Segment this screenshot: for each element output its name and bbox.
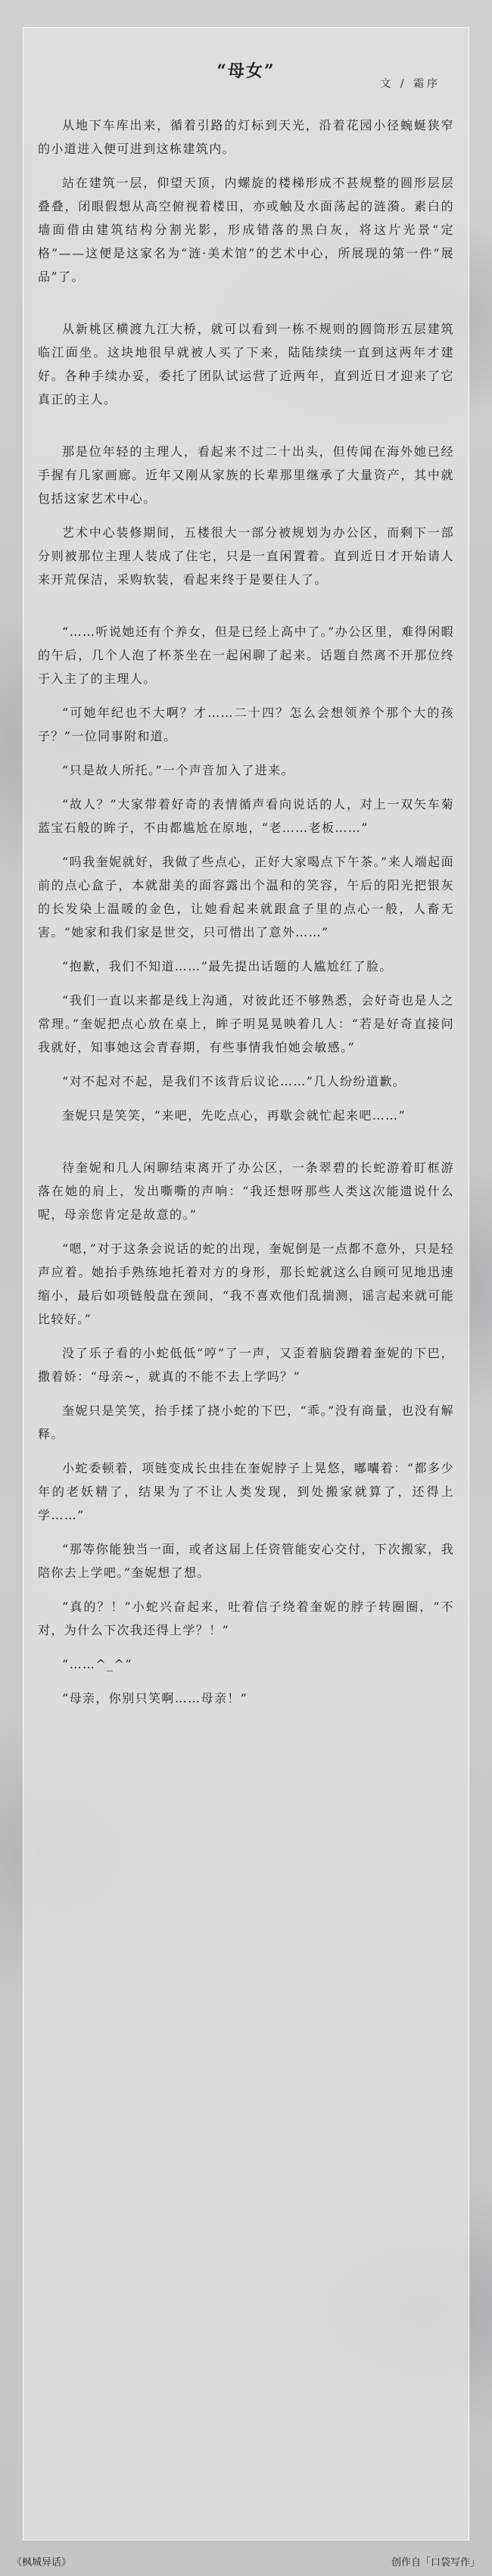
paragraph: 奎妮只是笑笑，“来吧，先吃点心，再歇会就忙起来吧……” [62, 1108, 406, 1123]
paragraph: “只是故人所托。”一个声音加入了进来。 [62, 763, 294, 777]
paragraph: 奎妮只是笑笑，抬手揉了挠小蛇的下巴，“乖。”没有商量，也没有解释。 [38, 1403, 454, 1441]
paragraph: “真的？！”小蛇兴奋起来，吐着信子绕着奎妮的脖子转圈圈，“不对，为什么下次我还得上学？！” [38, 1599, 454, 1637]
paragraph: “那等你能独当一面，或者这届上任资管能安心交付，下次搬家，我陪你去上学吧。”奎妮想了想。 [38, 1542, 454, 1580]
paragraph: 没了乐子看的小蛇低低“哼”了一声，又歪着脑袋蹭着奎妮的下巴，撒着娇：“母亲~，就真的不能不去上学吗？” [38, 1346, 454, 1384]
paragraph: “我们一直以来都是线上沟通，对彼此还不够熟悉，会好奇也是人之常理。”奎妮把点心放在桌上，眸子明晃晃映着几人：“若是好奇直接问我就好，知事她这会青春期，有些事情我怕她会敏感。” [38, 993, 454, 1054]
paragraph: 从地下车库出来，循着引路的灯标到天光，沿着花园小径蜿蜒狭窄的小道进入便可进到这栋建筑内。 [38, 118, 454, 156]
paragraph: 待奎妮和几人闲聊结束离开了办公区，一条翠碧的长蛇游着盯框游落在她的肩上，发出嘶嘶的声响：“我还想呀那些人类这次能遗说什么呢，母亲您肯定是故意的。” [38, 1160, 454, 1222]
paragraph: “……听说她还有个养女，但是已经上高中了。”办公区里，难得闲暇的午后，几个人泡了杯茶坐在一起闲聊了起来。话题自然离不开那位终于入主了的主理人。 [38, 625, 454, 686]
paragraph: 小蛇委顿着，项链变成长虫挂在奎妮脖子上晃悠，嘟囔着：“都多少年的老妖精了，结果为了不让人类发现，到处搬家就算了，还得上学……” [38, 1461, 454, 1522]
paragraph: “嗯，”对于这条会说话的蛇的出现，奎妮倒是一点都不意外，只是轻声应着。她抬手熟练地托着对方的身形，那长蛇就这么自顾可见地迅速缩小，最后如项链般盘在颈间，“我不喜欢他们乱揣测，谣言起来就可能比较好。” [38, 1241, 454, 1326]
article-body [38, 114, 454, 1721]
paragraph: “……^_^” [62, 1657, 132, 1671]
paragraph: “可她年纪也不大啊？才……二十四？怎么会想领养个那个大的孩子？”一位同事附和道。 [38, 706, 454, 743]
footer-series-name: 《枫城异话》 [12, 2557, 72, 2568]
paragraph: “母亲，你别只笑啊……母亲！” [62, 1691, 248, 1705]
article-title: “母女” [216, 61, 276, 81]
paragraph: 艺术中心装修期间，五楼很大一部分被规划为办公区，而剩下一部分则被那位主理人装成了住宅，只是一直闲置着。直到近日才开始请人来开荒保洁，采购软装，看起来终于是要住人了。 [38, 525, 454, 587]
footer-credit: 创作自「口袋写作」 [391, 2557, 480, 2568]
paragraph: “抱歉，我们不知道……”最先提出话题的人尴尬红了脸。 [62, 959, 393, 973]
paragraph: “吗我奎妮就好，我做了些点心，正好大家喝点下午茶。”来人端起面前的点心盒子，本就甜美的面容露出个温和的笑容，午后的阳光把银灰的长发染上温暖的金色，让她看起来就跟盒子里的点心一般，人畜无害。“她家和我们家是世交，只可惜出了意外……” [38, 855, 454, 939]
paragraph: 从新桃区横渡九江大桥，就可以看到一栋不规则的圆筒形五层建筑临江面坐。这块地很早就被人买了下来，陆陆续续一直到这两年才建好。各种手续办妥，委托了团队试运营了近两年，直到近日才迎来了它真正的主人。 [38, 322, 454, 406]
paragraph: 站在建筑一层，仰望天顶，内螺旋的楼梯形成不甚规整的圆形层层叠叠，闭眼假想从高空俯视着楼田，亦或触及水面荡起的涟漪。素白的墙面借由建筑结构分割光影，形成错落的黑白灰，将这片光景“定格”——这便是这家名为“涟·美术馆”的艺术中心，所展现的第一件“展品”了。 [38, 176, 454, 284]
paragraph: “对不起对不起，是我们不该背后议论……”几人纷纷道歉。 [62, 1074, 406, 1089]
article-byline: 文 / 霜序 [380, 78, 441, 90]
paragraph: 那是位年轻的主理人，看起来不过二十出头，但传闻在海外她已经手握有几家画廊。近年又刚从家族的长辈那里继承了大量资产，其中就包括这家艺术中心。 [38, 444, 454, 506]
paragraph: “故人？”大家带着好奇的表情循声看向说话的人，对上一双矢车菊蓝宝石般的眸子，不由都尴尬在原地，“老……老板……” [38, 797, 454, 835]
